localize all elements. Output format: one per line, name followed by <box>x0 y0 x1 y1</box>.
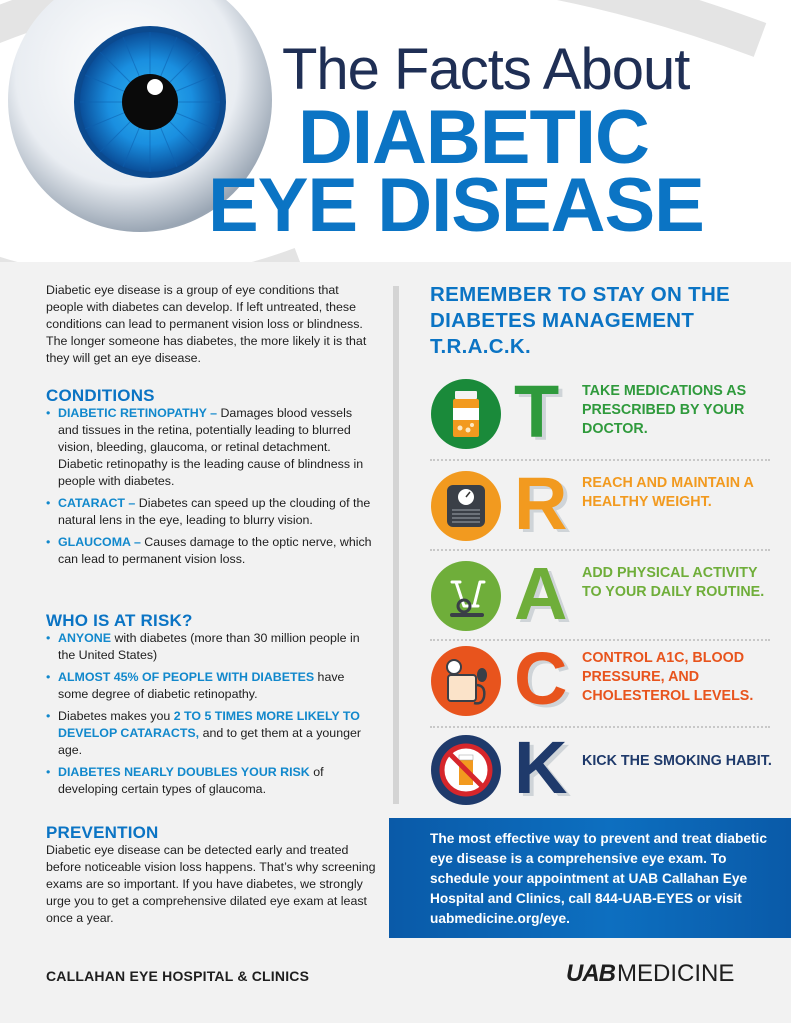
risk-text: Diabetes makes you <box>58 709 174 723</box>
track-letter-r: R <box>514 462 568 545</box>
header <box>0 0 791 262</box>
track-separator <box>430 459 770 461</box>
risk-text: have some degree of diabetic retinopathy. <box>58 670 345 701</box>
condition-term: GLAUCOMA – <box>58 535 141 549</box>
logo-medicine: MEDICINE <box>617 960 735 987</box>
track-item-c <box>430 637 770 721</box>
footer-hospital-name: CALLAHAN EYE HOSPITAL & CLINICS <box>46 968 310 984</box>
track-text-t: TAKE MEDICATIONS AS PRESCRIBED BY YOUR DOCTOR. <box>582 383 747 437</box>
list-item <box>46 764 376 798</box>
risk-text: of developing certain types of glaucoma. <box>58 765 324 796</box>
title-line-2: DIABETIC <box>298 95 649 180</box>
list-item <box>46 405 376 490</box>
list-item <box>46 708 376 759</box>
risk-text: and to get them at a younger age. <box>58 726 362 757</box>
list-item <box>46 534 376 568</box>
track-text-a: ADD PHYSICAL ACTIVITY TO YOUR DAILY ROUTINE. <box>582 565 765 600</box>
track-letter-c: C <box>514 637 568 720</box>
pill-bottle-icon <box>430 378 502 450</box>
conditions-heading: CONDITIONS <box>46 386 155 405</box>
blood-pressure-cuff-icon <box>430 645 502 717</box>
risk-highlight: ALMOST 45% OF PEOPLE WITH DIABETES <box>58 670 315 684</box>
column-divider <box>393 286 399 804</box>
track-item-a <box>430 552 770 636</box>
track-text-k: KICK THE SMOKING HABIT. <box>582 753 772 769</box>
track-text-c: CONTROL A1C, BLOOD PRESSURE, AND CHOLESTEROL LEVELS. <box>582 650 754 704</box>
exercise-bike-icon <box>430 560 502 632</box>
condition-text: Causes damage to the optic nerve, which can lead to permanent vision loss. <box>58 535 372 566</box>
track-heading: REMEMBER TO STAY ON THE DIABETES MANAGEMENT T.R.A.C.K. <box>430 283 731 358</box>
risk-heading: WHO IS AT RISK? <box>46 611 193 630</box>
track-letter-a: A <box>514 552 568 635</box>
track-separator <box>430 549 770 551</box>
track-separator <box>430 726 770 728</box>
list-item <box>46 495 376 529</box>
track-separator <box>430 639 770 641</box>
condition-text: Damages blood vessels and tissues in the retina, potentially leading to blurred vision, bleeding, glaucoma, or retinal detachment. Diabetic retinopathy is the leading cause of blindness in people with diabetes. <box>58 406 364 488</box>
no-smoking-icon <box>430 734 502 806</box>
track-letter-k: K <box>514 726 568 809</box>
track-item-t <box>430 370 770 454</box>
condition-term: DIABETIC RETINOPATHY – <box>58 406 218 420</box>
list-item <box>46 630 376 664</box>
call-to-action-text: The most effective way to prevent and treat diabetic eye disease is a comprehensive eye exam. To schedule your appointment at UAB Callahan Eye Hospital and Clinics, call 844-UAB-EYES or visit uabmedicine.org/eye. <box>430 831 767 926</box>
risk-text: with diabetes (more than 30 million people in the United States) <box>58 631 360 662</box>
list-item <box>46 669 376 703</box>
condition-text: Diabetes can speed up the clouding of the natural lens in the eye, leading to blurry vision. <box>58 496 371 527</box>
track-letter-t: T <box>514 370 560 453</box>
title-line-3: EYE DISEASE <box>208 163 704 248</box>
track-item-k <box>430 726 772 810</box>
conditions-list <box>46 405 376 573</box>
risk-highlight: DIABETES NEARLY DOUBLES YOUR RISK <box>58 765 310 779</box>
risk-highlight: ANYONE <box>58 631 112 645</box>
bathroom-scale-icon <box>430 470 502 542</box>
track-item-r <box>430 462 770 546</box>
intro-paragraph: Diabetic eye disease is a group of eye conditions that people with diabetes can develop. If left untreated, these conditions can lead to permanent vision loss or blindness. The longer someone has diabetes, the more likely it is that they will get an eye disease. <box>46 283 367 365</box>
risk-list <box>46 630 376 803</box>
title-line-1: The Facts About <box>282 37 690 102</box>
prevention-paragraph: Diabetic eye disease can be detected early and treated before noticeable vision loss happens. That’s why screening exams are so important. If you have diabetes, we strongly urge you to get a comprehensive dilated eye exam at least once a year. <box>46 843 376 925</box>
track-text-r: REACH AND MAINTAIN A HEALTHY WEIGHT. <box>582 475 754 510</box>
prevention-heading: PREVENTION <box>46 823 159 842</box>
logo-uab: UAB <box>566 960 615 987</box>
risk-highlight: 2 TO 5 TIMES MORE LIKELY TO DEVELOP CATARACTS, <box>58 709 360 740</box>
condition-term: CATARACT – <box>58 496 136 510</box>
uab-medicine-logo <box>566 960 734 988</box>
